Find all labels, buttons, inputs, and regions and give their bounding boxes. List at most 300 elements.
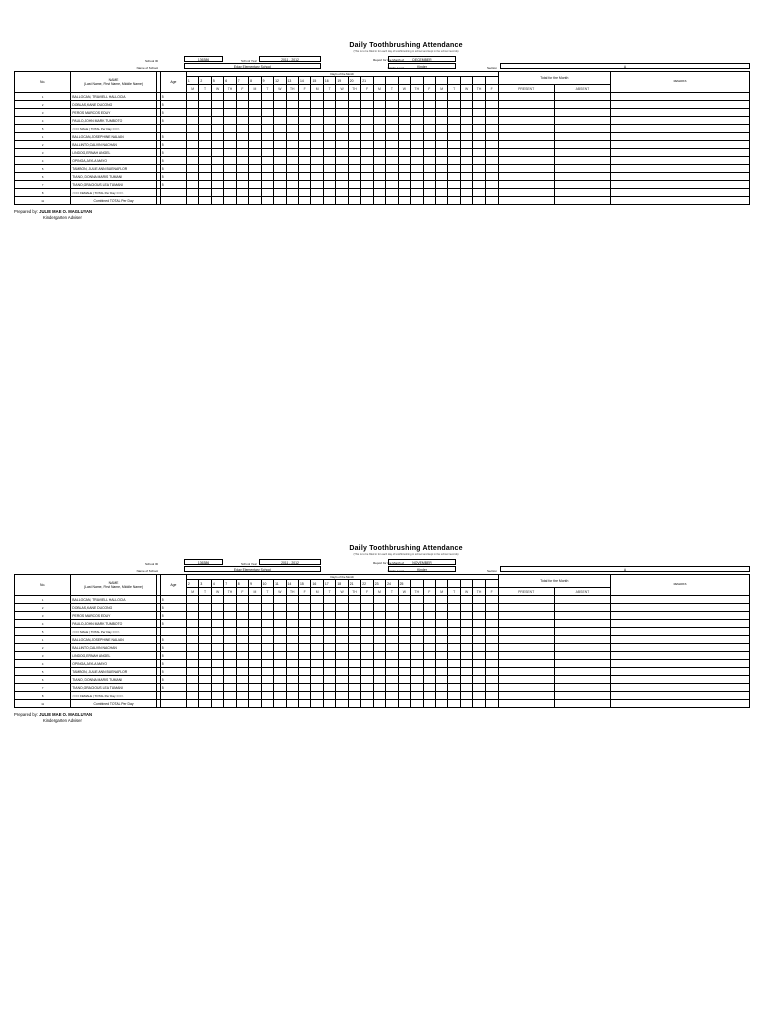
attendance-cell[interactable] <box>348 652 360 660</box>
attendance-cell[interactable] <box>423 660 435 668</box>
attendance-cell[interactable] <box>236 125 248 133</box>
attendance-cell[interactable] <box>373 189 385 197</box>
attendance-cell[interactable] <box>361 181 373 189</box>
attendance-cell[interactable] <box>199 149 211 157</box>
attendance-cell[interactable] <box>274 125 286 133</box>
attendance-cell[interactable] <box>224 700 236 708</box>
attendance-cell[interactable] <box>323 596 335 604</box>
attendance-cell[interactable] <box>249 173 261 181</box>
present-total-cell[interactable] <box>498 93 554 101</box>
present-total-cell[interactable] <box>498 652 554 660</box>
attendance-cell[interactable] <box>373 612 385 620</box>
attendance-cell[interactable] <box>386 141 398 149</box>
attendance-cell[interactable] <box>448 660 460 668</box>
attendance-cell[interactable] <box>398 197 410 205</box>
attendance-cell[interactable] <box>336 660 348 668</box>
attendance-cell[interactable] <box>411 101 423 109</box>
attendance-cell[interactable] <box>348 676 360 684</box>
attendance-cell[interactable] <box>423 676 435 684</box>
attendance-cell[interactable] <box>361 596 373 604</box>
attendance-cell[interactable] <box>236 596 248 604</box>
attendance-cell[interactable] <box>460 93 472 101</box>
attendance-cell[interactable] <box>199 173 211 181</box>
attendance-cell[interactable] <box>311 604 323 612</box>
attendance-cell[interactable] <box>411 692 423 700</box>
attendance-cell[interactable] <box>298 157 310 165</box>
present-total-cell[interactable] <box>498 157 554 165</box>
attendance-cell[interactable] <box>411 668 423 676</box>
attendance-cell[interactable] <box>236 141 248 149</box>
attendance-cell[interactable] <box>211 189 223 197</box>
absent-total-cell[interactable] <box>554 628 610 636</box>
attendance-cell[interactable] <box>373 668 385 676</box>
attendance-cell[interactable] <box>423 101 435 109</box>
attendance-cell[interactable] <box>460 604 472 612</box>
attendance-cell[interactable] <box>186 157 198 165</box>
attendance-cell[interactable] <box>224 141 236 149</box>
remarks-cell[interactable] <box>611 149 750 157</box>
attendance-cell[interactable] <box>236 133 248 141</box>
attendance-cell[interactable] <box>186 700 198 708</box>
present-total-cell[interactable] <box>498 668 554 676</box>
attendance-cell[interactable] <box>224 612 236 620</box>
attendance-cell[interactable] <box>386 604 398 612</box>
attendance-cell[interactable] <box>236 700 248 708</box>
attendance-cell[interactable] <box>411 596 423 604</box>
attendance-cell[interactable] <box>274 157 286 165</box>
attendance-cell[interactable] <box>386 628 398 636</box>
attendance-cell[interactable] <box>435 157 447 165</box>
remarks-cell[interactable] <box>611 189 750 197</box>
attendance-cell[interactable] <box>348 149 360 157</box>
remarks-cell[interactable] <box>611 173 750 181</box>
attendance-cell[interactable] <box>348 101 360 109</box>
attendance-cell[interactable] <box>386 133 398 141</box>
attendance-cell[interactable] <box>348 141 360 149</box>
attendance-cell[interactable] <box>199 101 211 109</box>
attendance-cell[interactable] <box>473 596 485 604</box>
attendance-cell[interactable] <box>186 676 198 684</box>
attendance-cell[interactable] <box>485 628 498 636</box>
attendance-cell[interactable] <box>286 173 298 181</box>
remarks-cell[interactable] <box>611 197 750 205</box>
attendance-cell[interactable] <box>311 612 323 620</box>
attendance-cell[interactable] <box>423 189 435 197</box>
attendance-cell[interactable] <box>249 165 261 173</box>
attendance-cell[interactable] <box>211 197 223 205</box>
attendance-cell[interactable] <box>336 125 348 133</box>
attendance-cell[interactable] <box>373 620 385 628</box>
attendance-cell[interactable] <box>373 644 385 652</box>
attendance-cell[interactable] <box>460 660 472 668</box>
attendance-cell[interactable] <box>323 117 335 125</box>
attendance-cell[interactable] <box>261 604 273 612</box>
attendance-cell[interactable] <box>199 660 211 668</box>
attendance-cell[interactable] <box>348 620 360 628</box>
attendance-cell[interactable] <box>398 612 410 620</box>
attendance-cell[interactable] <box>336 652 348 660</box>
attendance-cell[interactable] <box>398 149 410 157</box>
attendance-cell[interactable] <box>311 189 323 197</box>
present-total-cell[interactable] <box>498 684 554 692</box>
attendance-cell[interactable] <box>473 700 485 708</box>
attendance-cell[interactable] <box>186 133 198 141</box>
attendance-cell[interactable] <box>261 181 273 189</box>
attendance-cell[interactable] <box>460 173 472 181</box>
attendance-cell[interactable] <box>460 133 472 141</box>
attendance-cell[interactable] <box>411 165 423 173</box>
absent-total-cell[interactable] <box>554 644 610 652</box>
attendance-cell[interactable] <box>336 141 348 149</box>
attendance-cell[interactable] <box>224 149 236 157</box>
attendance-cell[interactable] <box>411 636 423 644</box>
absent-total-cell[interactable] <box>554 173 610 181</box>
attendance-cell[interactable] <box>261 620 273 628</box>
attendance-cell[interactable] <box>261 117 273 125</box>
attendance-cell[interactable] <box>236 93 248 101</box>
attendance-cell[interactable] <box>473 676 485 684</box>
attendance-cell[interactable] <box>485 133 498 141</box>
absent-total-cell[interactable] <box>554 157 610 165</box>
attendance-cell[interactable] <box>211 181 223 189</box>
attendance-cell[interactable] <box>386 149 398 157</box>
attendance-cell[interactable] <box>186 125 198 133</box>
attendance-cell[interactable] <box>386 636 398 644</box>
attendance-cell[interactable] <box>261 157 273 165</box>
attendance-cell[interactable] <box>274 109 286 117</box>
attendance-cell[interactable] <box>261 125 273 133</box>
attendance-cell[interactable] <box>249 596 261 604</box>
attendance-cell[interactable] <box>186 149 198 157</box>
attendance-cell[interactable] <box>261 165 273 173</box>
attendance-cell[interactable] <box>348 628 360 636</box>
attendance-cell[interactable] <box>249 652 261 660</box>
attendance-cell[interactable] <box>473 181 485 189</box>
attendance-cell[interactable] <box>448 636 460 644</box>
attendance-cell[interactable] <box>448 612 460 620</box>
attendance-cell[interactable] <box>261 612 273 620</box>
attendance-cell[interactable] <box>473 644 485 652</box>
attendance-cell[interactable] <box>199 652 211 660</box>
attendance-cell[interactable] <box>274 141 286 149</box>
present-total-cell[interactable] <box>498 628 554 636</box>
attendance-cell[interactable] <box>485 620 498 628</box>
attendance-cell[interactable] <box>199 165 211 173</box>
attendance-cell[interactable] <box>423 628 435 636</box>
remarks-cell[interactable] <box>611 596 750 604</box>
remarks-cell[interactable] <box>611 620 750 628</box>
attendance-cell[interactable] <box>460 668 472 676</box>
attendance-cell[interactable] <box>286 165 298 173</box>
attendance-cell[interactable] <box>361 125 373 133</box>
attendance-cell[interactable] <box>435 141 447 149</box>
attendance-cell[interactable] <box>386 596 398 604</box>
present-total-cell[interactable] <box>498 644 554 652</box>
attendance-cell[interactable] <box>423 165 435 173</box>
absent-total-cell[interactable] <box>554 652 610 660</box>
attendance-cell[interactable] <box>411 157 423 165</box>
attendance-cell[interactable] <box>473 101 485 109</box>
attendance-cell[interactable] <box>311 125 323 133</box>
attendance-cell[interactable] <box>224 165 236 173</box>
attendance-cell[interactable] <box>224 668 236 676</box>
attendance-cell[interactable] <box>373 117 385 125</box>
attendance-cell[interactable] <box>311 101 323 109</box>
attendance-cell[interactable] <box>336 684 348 692</box>
attendance-cell[interactable] <box>485 141 498 149</box>
attendance-cell[interactable] <box>411 612 423 620</box>
attendance-cell[interactable] <box>261 628 273 636</box>
attendance-cell[interactable] <box>373 165 385 173</box>
attendance-cell[interactable] <box>236 604 248 612</box>
attendance-cell[interactable] <box>435 149 447 157</box>
remarks-cell[interactable] <box>611 700 750 708</box>
attendance-cell[interactable] <box>386 612 398 620</box>
attendance-cell[interactable] <box>336 109 348 117</box>
attendance-cell[interactable] <box>311 117 323 125</box>
attendance-cell[interactable] <box>311 93 323 101</box>
attendance-cell[interactable] <box>186 109 198 117</box>
attendance-cell[interactable] <box>323 692 335 700</box>
attendance-cell[interactable] <box>336 197 348 205</box>
attendance-cell[interactable] <box>411 660 423 668</box>
absent-total-cell[interactable] <box>554 660 610 668</box>
attendance-cell[interactable] <box>448 109 460 117</box>
attendance-cell[interactable] <box>186 684 198 692</box>
attendance-cell[interactable] <box>298 612 310 620</box>
attendance-cell[interactable] <box>460 109 472 117</box>
present-total-cell[interactable] <box>498 700 554 708</box>
attendance-cell[interactable] <box>311 692 323 700</box>
attendance-cell[interactable] <box>386 652 398 660</box>
attendance-cell[interactable] <box>435 660 447 668</box>
present-total-cell[interactable] <box>498 117 554 125</box>
attendance-cell[interactable] <box>336 620 348 628</box>
attendance-cell[interactable] <box>199 117 211 125</box>
attendance-cell[interactable] <box>236 636 248 644</box>
attendance-cell[interactable] <box>311 684 323 692</box>
attendance-cell[interactable] <box>199 684 211 692</box>
attendance-cell[interactable] <box>398 700 410 708</box>
attendance-cell[interactable] <box>411 149 423 157</box>
attendance-cell[interactable] <box>423 181 435 189</box>
attendance-cell[interactable] <box>361 668 373 676</box>
attendance-cell[interactable] <box>199 189 211 197</box>
present-total-cell[interactable] <box>498 596 554 604</box>
attendance-cell[interactable] <box>473 612 485 620</box>
attendance-cell[interactable] <box>386 157 398 165</box>
attendance-cell[interactable] <box>361 189 373 197</box>
attendance-cell[interactable] <box>448 117 460 125</box>
attendance-cell[interactable] <box>211 612 223 620</box>
attendance-cell[interactable] <box>348 604 360 612</box>
remarks-cell[interactable] <box>611 692 750 700</box>
attendance-cell[interactable] <box>435 684 447 692</box>
attendance-cell[interactable] <box>411 189 423 197</box>
attendance-cell[interactable] <box>373 676 385 684</box>
absent-total-cell[interactable] <box>554 620 610 628</box>
attendance-cell[interactable] <box>236 676 248 684</box>
attendance-cell[interactable] <box>348 165 360 173</box>
attendance-cell[interactable] <box>398 117 410 125</box>
attendance-cell[interactable] <box>386 700 398 708</box>
attendance-cell[interactable] <box>485 684 498 692</box>
attendance-cell[interactable] <box>211 660 223 668</box>
attendance-cell[interactable] <box>186 141 198 149</box>
attendance-cell[interactable] <box>286 676 298 684</box>
attendance-cell[interactable] <box>311 596 323 604</box>
attendance-cell[interactable] <box>211 109 223 117</box>
attendance-cell[interactable] <box>485 125 498 133</box>
absent-total-cell[interactable] <box>554 604 610 612</box>
attendance-cell[interactable] <box>386 620 398 628</box>
remarks-cell[interactable] <box>611 93 750 101</box>
attendance-cell[interactable] <box>373 101 385 109</box>
attendance-cell[interactable] <box>311 700 323 708</box>
attendance-cell[interactable] <box>473 684 485 692</box>
attendance-cell[interactable] <box>361 636 373 644</box>
attendance-cell[interactable] <box>298 165 310 173</box>
attendance-cell[interactable] <box>485 636 498 644</box>
attendance-cell[interactable] <box>249 676 261 684</box>
attendance-cell[interactable] <box>348 636 360 644</box>
attendance-cell[interactable] <box>286 692 298 700</box>
attendance-cell[interactable] <box>186 165 198 173</box>
attendance-cell[interactable] <box>211 596 223 604</box>
attendance-cell[interactable] <box>274 165 286 173</box>
attendance-cell[interactable] <box>423 668 435 676</box>
attendance-cell[interactable] <box>211 604 223 612</box>
attendance-cell[interactable] <box>249 197 261 205</box>
present-total-cell[interactable] <box>498 612 554 620</box>
attendance-cell[interactable] <box>485 157 498 165</box>
attendance-cell[interactable] <box>373 109 385 117</box>
attendance-cell[interactable] <box>274 596 286 604</box>
attendance-cell[interactable] <box>386 660 398 668</box>
attendance-cell[interactable] <box>398 668 410 676</box>
attendance-cell[interactable] <box>298 644 310 652</box>
attendance-cell[interactable] <box>186 628 198 636</box>
attendance-cell[interactable] <box>423 604 435 612</box>
attendance-cell[interactable] <box>373 157 385 165</box>
attendance-cell[interactable] <box>298 620 310 628</box>
attendance-cell[interactable] <box>348 197 360 205</box>
attendance-cell[interactable] <box>261 700 273 708</box>
attendance-cell[interactable] <box>274 604 286 612</box>
attendance-cell[interactable] <box>485 652 498 660</box>
attendance-cell[interactable] <box>274 676 286 684</box>
attendance-cell[interactable] <box>236 101 248 109</box>
attendance-cell[interactable] <box>224 604 236 612</box>
attendance-cell[interactable] <box>249 628 261 636</box>
attendance-cell[interactable] <box>336 133 348 141</box>
attendance-cell[interactable] <box>211 644 223 652</box>
attendance-cell[interactable] <box>224 173 236 181</box>
attendance-cell[interactable] <box>423 157 435 165</box>
attendance-cell[interactable] <box>199 197 211 205</box>
attendance-cell[interactable] <box>199 181 211 189</box>
attendance-cell[interactable] <box>236 149 248 157</box>
attendance-cell[interactable] <box>411 652 423 660</box>
remarks-cell[interactable] <box>611 101 750 109</box>
attendance-cell[interactable] <box>323 189 335 197</box>
attendance-cell[interactable] <box>286 93 298 101</box>
attendance-cell[interactable] <box>423 117 435 125</box>
present-total-cell[interactable] <box>498 660 554 668</box>
attendance-cell[interactable] <box>398 173 410 181</box>
remarks-cell[interactable] <box>611 644 750 652</box>
attendance-cell[interactable] <box>249 612 261 620</box>
attendance-cell[interactable] <box>336 157 348 165</box>
attendance-cell[interactable] <box>386 165 398 173</box>
remarks-cell[interactable] <box>611 660 750 668</box>
remarks-cell[interactable] <box>611 604 750 612</box>
attendance-cell[interactable] <box>211 133 223 141</box>
attendance-cell[interactable] <box>398 596 410 604</box>
attendance-cell[interactable] <box>473 109 485 117</box>
attendance-cell[interactable] <box>311 109 323 117</box>
attendance-cell[interactable] <box>261 596 273 604</box>
attendance-cell[interactable] <box>348 109 360 117</box>
attendance-cell[interactable] <box>386 684 398 692</box>
attendance-cell[interactable] <box>236 117 248 125</box>
attendance-cell[interactable] <box>423 596 435 604</box>
attendance-cell[interactable] <box>398 189 410 197</box>
remarks-cell[interactable] <box>611 165 750 173</box>
attendance-cell[interactable] <box>249 101 261 109</box>
attendance-cell[interactable] <box>348 612 360 620</box>
attendance-cell[interactable] <box>199 157 211 165</box>
attendance-cell[interactable] <box>386 93 398 101</box>
attendance-cell[interactable] <box>298 109 310 117</box>
attendance-cell[interactable] <box>473 149 485 157</box>
attendance-cell[interactable] <box>249 141 261 149</box>
attendance-cell[interactable] <box>186 189 198 197</box>
attendance-cell[interactable] <box>373 628 385 636</box>
attendance-cell[interactable] <box>323 133 335 141</box>
attendance-cell[interactable] <box>224 596 236 604</box>
attendance-cell[interactable] <box>236 181 248 189</box>
attendance-cell[interactable] <box>435 668 447 676</box>
attendance-cell[interactable] <box>448 620 460 628</box>
attendance-cell[interactable] <box>398 660 410 668</box>
attendance-cell[interactable] <box>323 109 335 117</box>
attendance-cell[interactable] <box>298 636 310 644</box>
attendance-cell[interactable] <box>460 117 472 125</box>
attendance-cell[interactable] <box>435 101 447 109</box>
attendance-cell[interactable] <box>336 612 348 620</box>
attendance-cell[interactable] <box>186 692 198 700</box>
attendance-cell[interactable] <box>386 692 398 700</box>
attendance-cell[interactable] <box>411 173 423 181</box>
absent-total-cell[interactable] <box>554 125 610 133</box>
attendance-cell[interactable] <box>224 684 236 692</box>
attendance-cell[interactable] <box>348 684 360 692</box>
attendance-cell[interactable] <box>423 620 435 628</box>
attendance-cell[interactable] <box>211 628 223 636</box>
attendance-cell[interactable] <box>435 692 447 700</box>
attendance-cell[interactable] <box>274 197 286 205</box>
attendance-cell[interactable] <box>224 652 236 660</box>
attendance-cell[interactable] <box>199 692 211 700</box>
attendance-cell[interactable] <box>361 173 373 181</box>
attendance-cell[interactable] <box>485 149 498 157</box>
attendance-cell[interactable] <box>249 636 261 644</box>
attendance-cell[interactable] <box>286 604 298 612</box>
attendance-cell[interactable] <box>211 636 223 644</box>
attendance-cell[interactable] <box>448 668 460 676</box>
attendance-cell[interactable] <box>199 620 211 628</box>
